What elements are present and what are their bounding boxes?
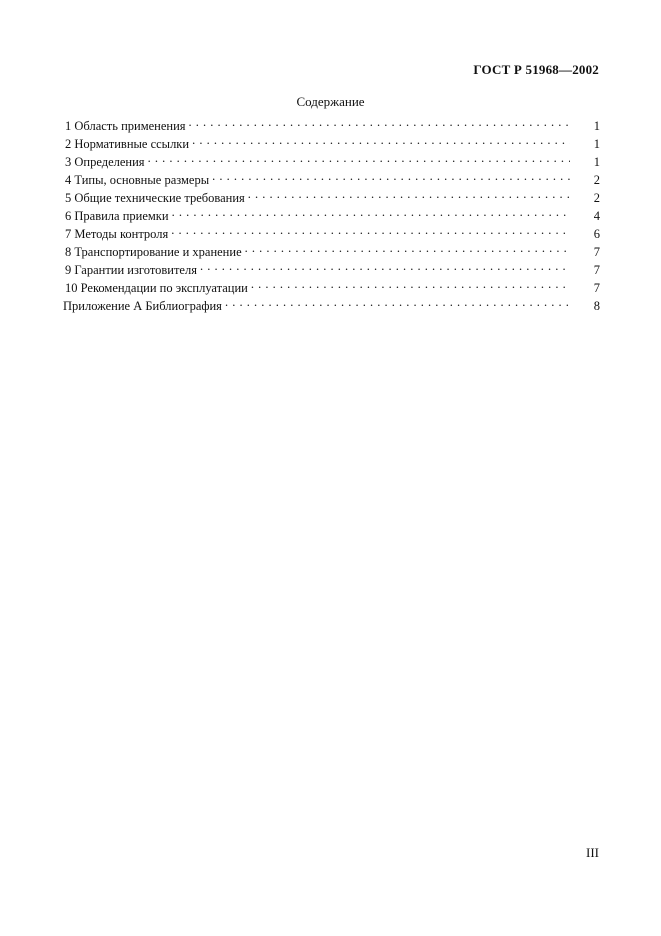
toc-item[interactable] (63, 118, 600, 136)
dot-leader (192, 136, 570, 148)
toc-title: Содержание (296, 94, 365, 109)
toc-item-label: 9 Гарантии изготовителя (65, 263, 200, 278)
toc-item-label: 5 Общие технические требования (65, 191, 248, 206)
toc-item-label: 3 Определения (65, 155, 148, 170)
toc-item[interactable] (63, 136, 600, 154)
toc-item-page: 8 (593, 299, 600, 313)
dot-leader (245, 244, 570, 256)
page-number: III (586, 845, 599, 860)
toc-item-page: 2 (593, 191, 600, 205)
toc-item-label: 8 Транспортирование и хранение (65, 245, 245, 260)
dot-leader (212, 172, 570, 184)
toc-item-label: 1 Область применения (65, 119, 189, 134)
dot-leader (171, 226, 570, 238)
toc-item-page: 2 (593, 173, 600, 187)
toc-item-page: 4 (593, 209, 600, 223)
toc-item-label: 10 Рекомендации по эксплуатации (65, 281, 251, 296)
toc-item[interactable] (63, 226, 600, 244)
toc-item-label: Приложение А Библиография (63, 299, 225, 314)
toc-item[interactable] (63, 262, 600, 280)
toc-item[interactable] (63, 190, 600, 208)
toc-item-page: 1 (593, 155, 600, 169)
toc-item-page: 6 (593, 227, 600, 241)
toc-item-label: 7 Методы контроля (65, 227, 171, 242)
dot-leader (189, 118, 570, 130)
toc-item-label: 2 Нормативные ссылки (65, 137, 192, 152)
document-code: ГОСТ Р 51968—2002 (473, 62, 599, 77)
dot-leader (200, 262, 570, 274)
toc-item-label: 6 Правила приемки (65, 209, 172, 224)
toc-item[interactable] (63, 280, 600, 298)
toc-item[interactable] (63, 208, 600, 226)
toc-item-page: 7 (593, 263, 600, 277)
toc-item-page: 7 (593, 245, 600, 259)
toc-item-appendix[interactable] (63, 298, 600, 316)
dot-leader (148, 154, 570, 166)
toc-item-page: 1 (593, 137, 600, 151)
toc-item[interactable] (63, 172, 600, 190)
toc-item-page: 7 (593, 281, 600, 295)
toc-item[interactable] (63, 154, 600, 172)
dot-leader (251, 280, 570, 292)
table-of-contents (63, 118, 600, 316)
toc-item-label: 4 Типы, основные размеры (65, 173, 212, 188)
toc-item[interactable] (63, 244, 600, 262)
toc-item-page: 1 (593, 119, 600, 133)
dot-leader (225, 298, 570, 310)
dot-leader (172, 208, 570, 220)
dot-leader (248, 190, 570, 202)
